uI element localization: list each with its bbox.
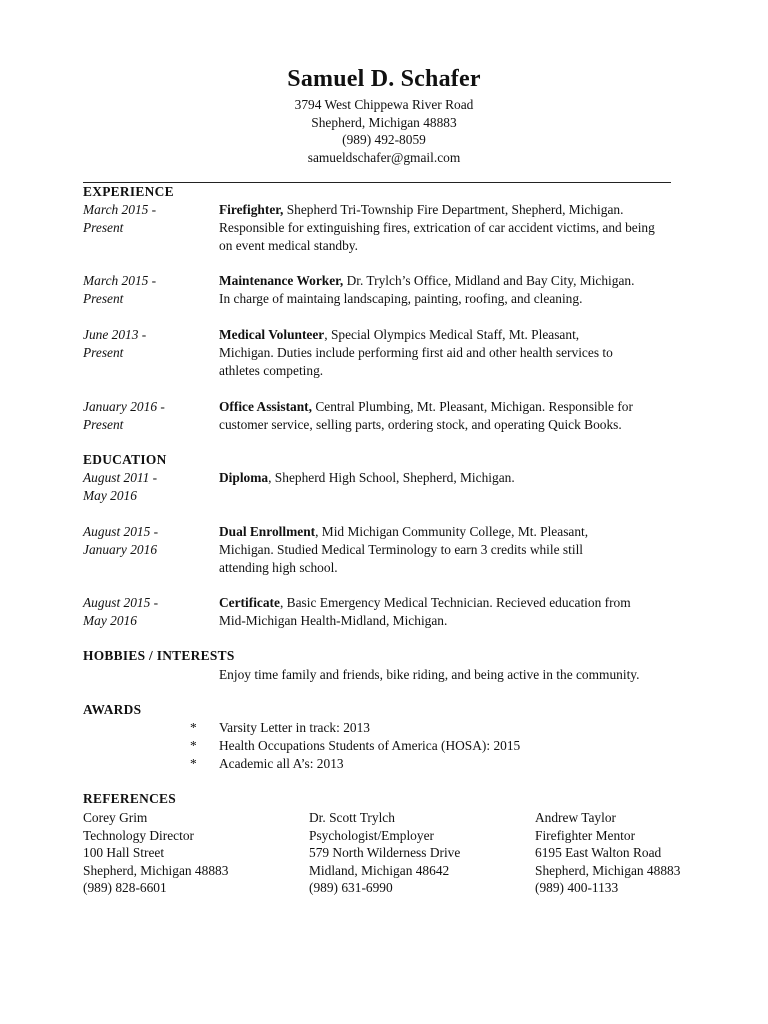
award-text: Varsity Letter in track: 2013	[219, 720, 370, 735]
entry-line: In charge of maintaing landscaping, painting, roofing, and cleaning.	[219, 291, 583, 306]
reference-role: Psychologist/Employer	[309, 827, 434, 843]
reference-city: Midland, Michigan 48642	[309, 862, 450, 878]
entry-description	[219, 469, 719, 487]
email-address: samueldschafer@gmail.com	[307, 149, 461, 165]
reference-street: 6195 East Walton Road	[535, 845, 662, 861]
awards-heading: AWARDS	[83, 702, 142, 717]
date-end: May 2016	[83, 613, 137, 628]
awards-list	[190, 719, 710, 773]
hobbies-text: Enjoy time family and friends, bike riding, and being active in the community.	[219, 667, 640, 682]
entry-detail: Shepherd Tri-Township Fire Department, Shepherd, Michigan.	[283, 202, 624, 217]
entry-dates	[83, 469, 213, 505]
reference-phone: (989) 828-6601	[83, 880, 167, 896]
bullet-asterisk: *	[190, 720, 197, 735]
applicant-name: Samuel D. Schafer	[287, 66, 481, 92]
street-address: 3794 West Chippewa River Road	[294, 97, 474, 112]
entry-line: Responsible for extinguishing fires, extrication of car accident victims, and being	[219, 220, 655, 235]
entry-title: Medical Volunteer	[219, 327, 325, 342]
date-start: March 2015 -	[83, 202, 157, 217]
entry-title: Certificate	[219, 595, 280, 610]
entry-detail: , Mid Michigan Community College, Mt. Pleasant,	[315, 524, 589, 539]
reference-street: 100 Hall Street	[83, 845, 165, 861]
entry-dates	[83, 398, 213, 434]
date-start: January 2016 -	[83, 399, 165, 414]
date-end: Present	[83, 417, 124, 432]
entry-detail: Dr. Trylch’s Office, Midland and Bay City, Michigan.	[343, 273, 635, 288]
reference-phone: (989) 400-1133	[535, 880, 619, 896]
entry-detail: , Shepherd High School, Shepherd, Michigan.	[268, 470, 515, 485]
reference-card	[535, 809, 680, 897]
entry-line: Michigan. Duties include performing first aid and other health services to	[219, 345, 613, 360]
date-end: May 2016	[83, 488, 137, 503]
entry-detail: Central Plumbing, Mt. Pleasant, Michigan. Responsible for	[311, 399, 633, 414]
entry-description	[219, 398, 719, 434]
reference-card	[83, 809, 228, 897]
entry-dates	[83, 594, 213, 630]
award-text: Academic all A’s: 2013	[219, 756, 344, 771]
bullet-asterisk: *	[190, 738, 197, 753]
entry-dates	[83, 272, 213, 308]
phone-number: (989) 492-8059	[342, 132, 426, 147]
entry-title: Diploma	[219, 470, 269, 485]
entry-title: Office Assistant,	[219, 399, 312, 414]
entry-line: on event medical standby.	[219, 238, 358, 253]
experience-heading: EXPERIENCE	[83, 184, 174, 199]
date-end: January 2016	[83, 542, 158, 557]
entry-description	[219, 326, 719, 380]
entry-description	[219, 272, 719, 308]
entry-description	[219, 523, 719, 577]
reference-phone: (989) 631-6990	[309, 880, 393, 896]
entry-line: athletes competing.	[219, 363, 324, 378]
reference-role: Firefighter Mentor	[535, 827, 636, 843]
education-heading: EDUCATION	[83, 452, 167, 467]
reference-city: Shepherd, Michigan 48883	[83, 862, 229, 878]
reference-card	[309, 809, 460, 897]
award-item	[190, 755, 710, 773]
date-start: August 2011 -	[83, 470, 158, 485]
entry-title: Dual Enrollment	[219, 524, 316, 539]
entry-line: Mid-Michigan Health-Midland, Michigan.	[219, 613, 448, 628]
entry-description	[219, 201, 719, 255]
date-start: August 2015 -	[83, 595, 159, 610]
reference-city: Shepherd, Michigan 48883	[535, 862, 681, 878]
entry-line: customer service, selling parts, ordering stock, and operating Quick Books.	[219, 417, 622, 432]
entry-detail: , Basic Emergency Medical Technician. Recieved education from	[279, 595, 631, 610]
date-start: August 2015 -	[83, 524, 159, 539]
entry-dates	[83, 326, 213, 362]
bullet-asterisk: *	[190, 756, 197, 771]
reference-name: Andrew Taylor	[535, 810, 616, 825]
hobbies-heading: HOBBIES / INTERESTS	[83, 648, 235, 663]
date-start: June 2013 -	[83, 327, 147, 342]
resume-header	[0, 62, 768, 166]
reference-street: 579 North Wilderness Drive	[309, 845, 461, 861]
references-heading: REFERENCES	[83, 791, 177, 806]
entry-title: Firefighter,	[219, 202, 284, 217]
date-end: Present	[83, 220, 124, 235]
date-end: Present	[83, 345, 124, 360]
award-item	[190, 719, 710, 737]
date-start: March 2015 -	[83, 273, 157, 288]
reference-role: Technology Director	[83, 827, 194, 843]
entry-dates	[83, 201, 213, 237]
award-item	[190, 737, 710, 755]
entry-line: Michigan. Studied Medical Terminology to earn 3 credits while still	[219, 542, 584, 557]
reference-name: Corey Grim	[83, 810, 148, 825]
entry-detail: , Special Olympics Medical Staff, Mt. Pleasant,	[324, 327, 580, 342]
reference-name: Dr. Scott Trylch	[309, 810, 395, 825]
entry-description	[219, 594, 719, 630]
entry-title: Maintenance Worker,	[219, 273, 344, 288]
entry-dates	[83, 523, 213, 559]
city-state-zip: Shepherd, Michigan 48883	[311, 114, 457, 130]
entry-line: attending high school.	[219, 560, 338, 575]
award-text: Health Occupations Students of America (HOSA): 2015	[219, 738, 521, 753]
date-end: Present	[83, 291, 124, 306]
